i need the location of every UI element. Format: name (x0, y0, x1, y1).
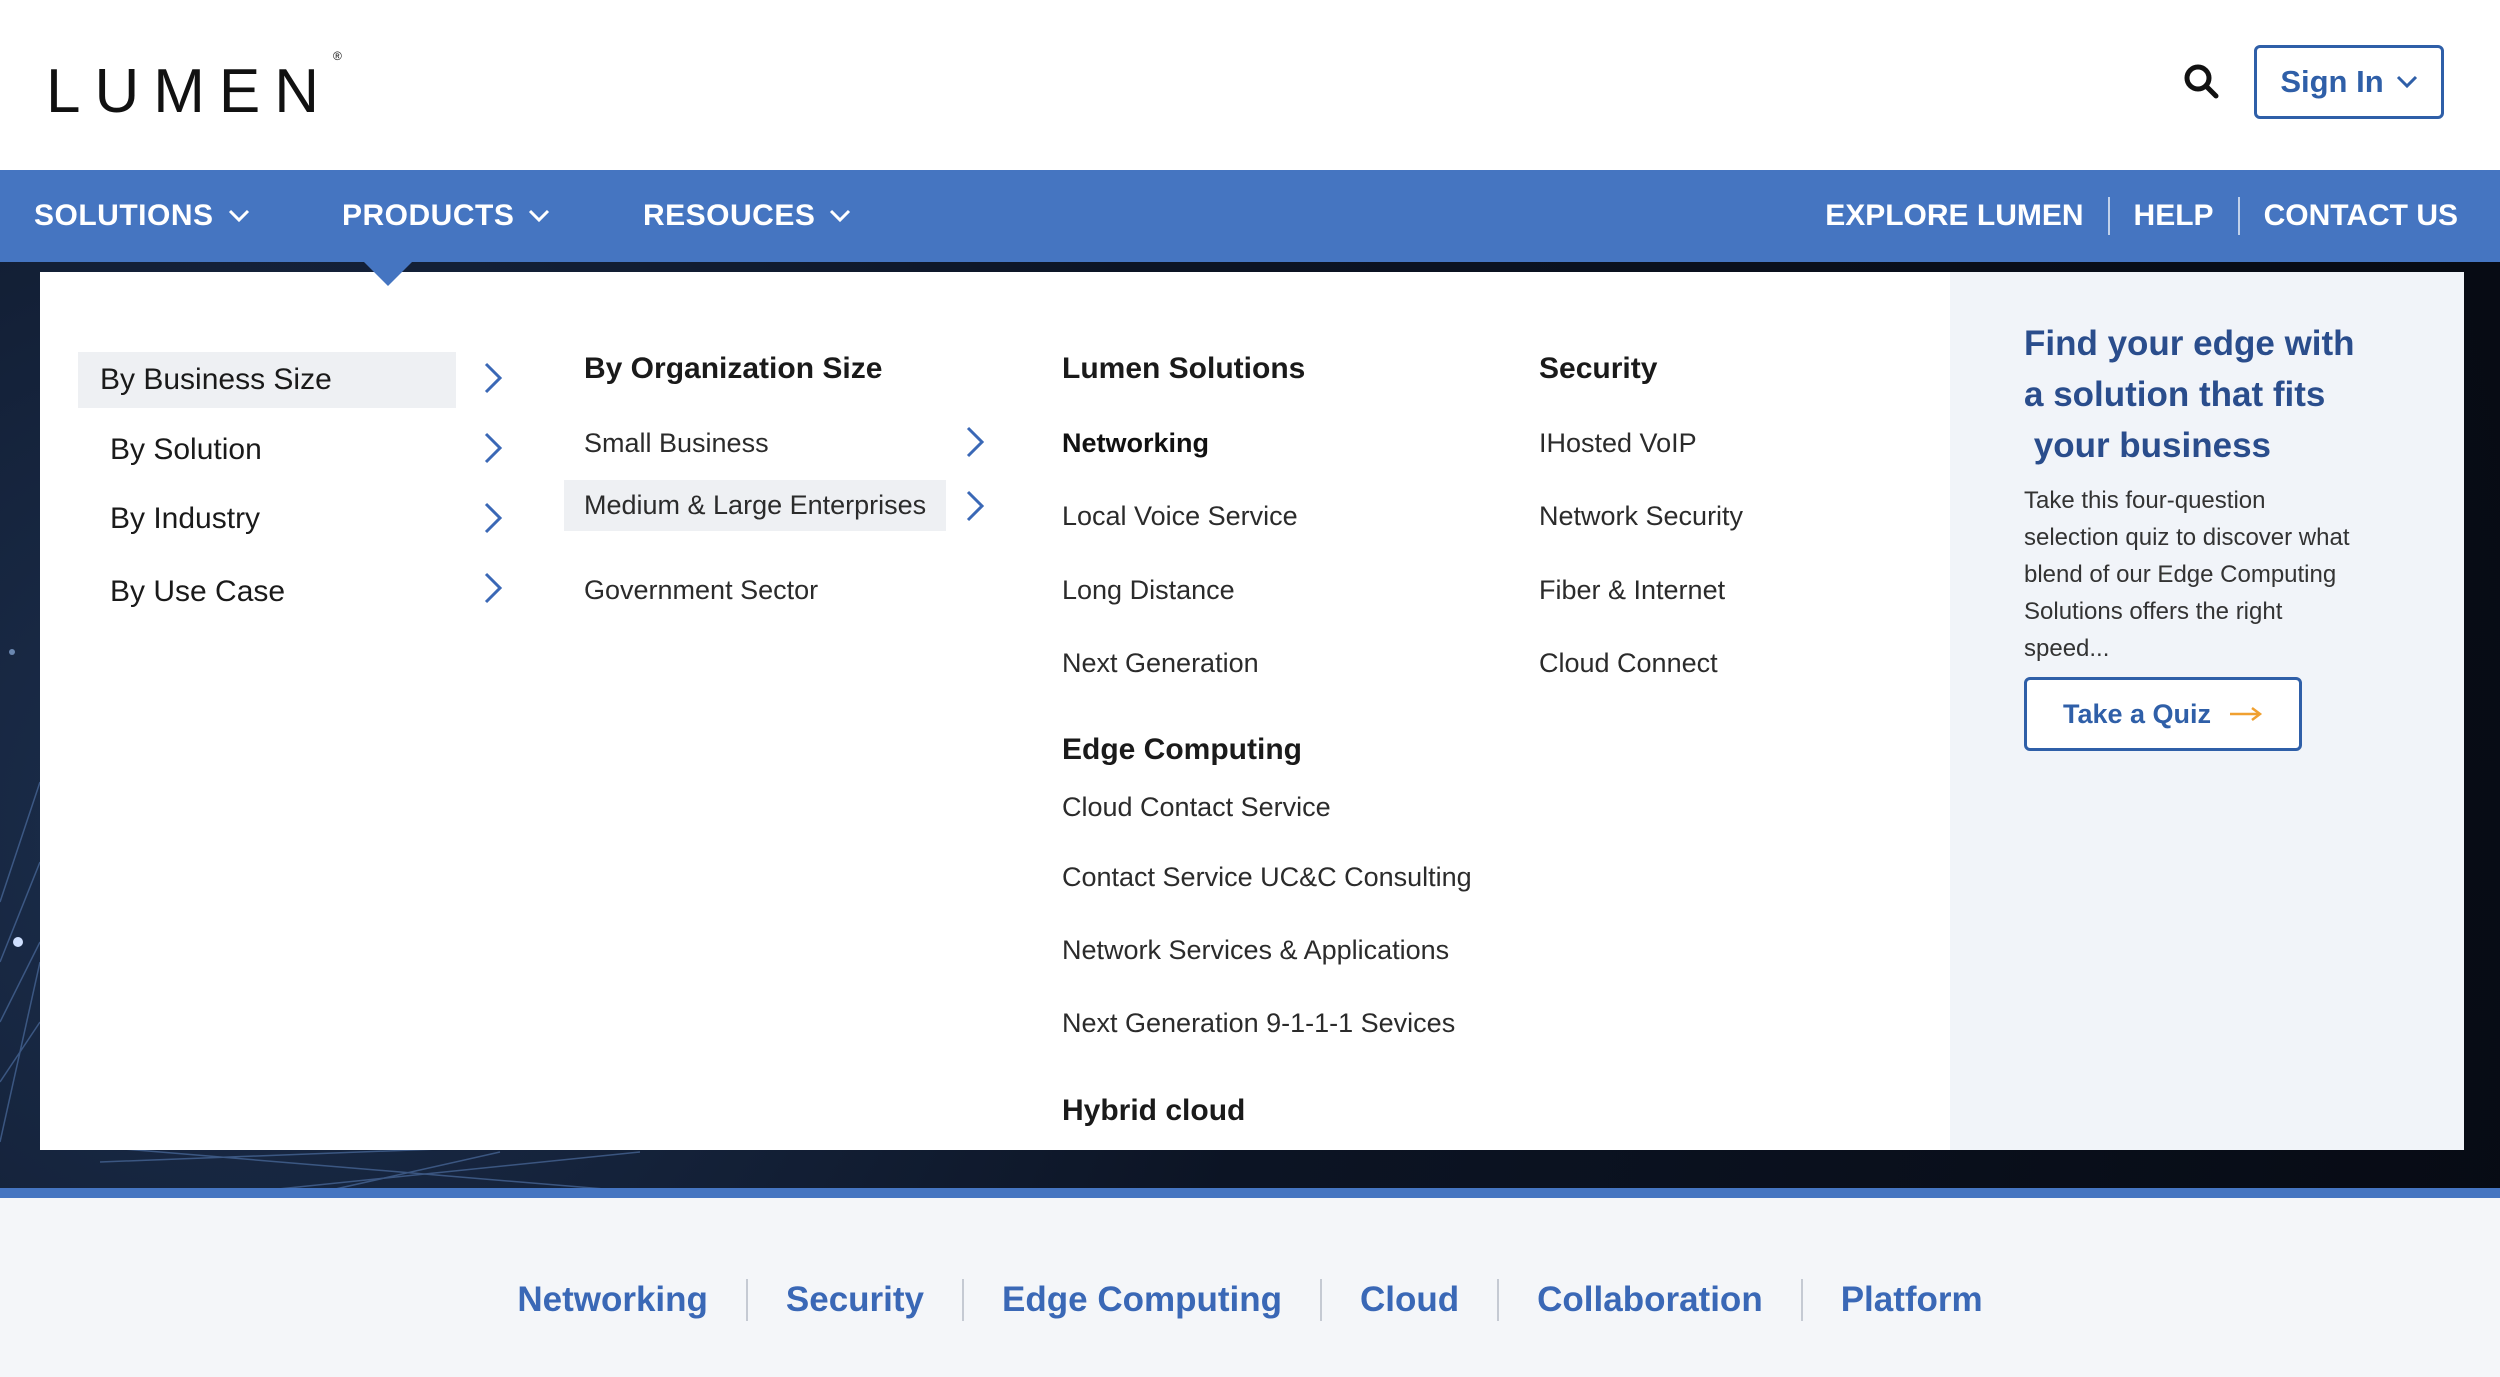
chevron-down-icon (829, 209, 851, 223)
tab-divider (1801, 1279, 1803, 1321)
menu-link-cloud-contact[interactable]: Cloud Contact Service (1062, 792, 1331, 822)
chevron-right-icon[interactable] (478, 570, 506, 606)
menu-link-next-generation[interactable]: Next Generation (1062, 648, 1259, 678)
menu-link-uc-consulting[interactable]: Contact Service UC&C Consulting (1062, 862, 1472, 892)
solution-tabs (0, 1272, 2500, 1328)
chevron-down-icon (2396, 75, 2418, 89)
search-icon (2180, 60, 2224, 104)
nav-resources[interactable] (643, 170, 851, 262)
menu-link-networking[interactable]: Networking (1062, 428, 1210, 458)
chevron-down-icon (228, 209, 250, 223)
menu-category-label: By Solution (110, 433, 262, 466)
tab-divider (1497, 1279, 1499, 1321)
nav-products[interactable] (342, 170, 550, 262)
nav-help[interactable]: HELP (2133, 199, 2214, 232)
tab-collaboration[interactable]: Collaboration (1537, 1280, 1763, 1319)
menu-category-label: By Business Size (100, 363, 332, 396)
tab-security[interactable]: Security (785, 1280, 925, 1319)
menu-category-label: By Use Case (110, 575, 286, 608)
nav-products-label: PRODUCTS (342, 199, 515, 232)
chevron-right-icon[interactable] (478, 500, 506, 536)
nav-solutions[interactable] (34, 170, 250, 262)
menu-category-solution[interactable] (78, 422, 456, 478)
search-button[interactable] (2180, 60, 2224, 104)
sign-in-label: Sign In (2280, 64, 2384, 99)
tab-divider (746, 1279, 748, 1321)
menu-link-government-sector[interactable]: Government Sector (584, 575, 819, 605)
promo-title-line: your business (2024, 426, 2272, 465)
lumen-solutions-heading: Lumen Solutions (1062, 352, 1306, 385)
menu-link-cloud-connect[interactable]: Cloud Connect (1539, 648, 1718, 678)
tab-networking[interactable]: Networking (517, 1280, 708, 1319)
tab-divider (1320, 1279, 1322, 1321)
nav-divider (2108, 197, 2110, 235)
menu-category-label: By Industry (110, 502, 261, 535)
nav-divider (2238, 197, 2240, 235)
nav-explore-lumen[interactable]: EXPLORE LUMEN (1825, 199, 2084, 232)
chevron-down-icon (528, 209, 550, 223)
take-quiz-label: Take a Quiz (2062, 698, 2212, 729)
menu-caret-indicator (364, 262, 412, 286)
edge-computing-heading[interactable]: Edge Computing (1062, 733, 1302, 766)
arrow-right-icon (2229, 706, 2263, 722)
main-nav (0, 170, 2500, 262)
security-heading: Security (1539, 352, 1658, 385)
chevron-right-icon[interactable] (960, 488, 988, 524)
promo-title-line: Find your edge with (2024, 324, 2355, 363)
tab-divider (962, 1279, 964, 1321)
menu-link-network-services[interactable]: Network Services & Applications (1062, 935, 1450, 965)
promo-title-line: a solution that fits (2024, 375, 2326, 414)
site-header (0, 0, 2500, 170)
lumen-logo[interactable] (46, 49, 342, 127)
chevron-right-icon[interactable] (478, 360, 506, 396)
tab-edge-computing[interactable]: Edge Computing (1002, 1280, 1282, 1319)
menu-link-medium-large-enterprises[interactable]: Medium & Large Enterprises (564, 480, 946, 531)
nav-utility-links (1825, 170, 2458, 262)
promo-title (2024, 318, 2444, 471)
tab-platform[interactable]: Platform (1840, 1280, 1983, 1319)
menu-link-local-voice[interactable]: Local Voice Service (1062, 501, 1298, 531)
menu-link-small-business[interactable]: Small Business (584, 428, 769, 458)
org-size-heading: By Organization Size (584, 352, 883, 385)
hybrid-cloud-heading[interactable]: Hybrid cloud (1062, 1094, 1246, 1127)
menu-link-fiber-internet[interactable]: Fiber & Internet (1539, 575, 1726, 605)
chevron-right-icon[interactable] (478, 430, 506, 466)
nav-contact-us[interactable]: CONTACT US (2263, 199, 2458, 232)
menu-category-business-size[interactable] (78, 352, 456, 408)
menu-category-use-case[interactable] (78, 564, 456, 620)
registered-mark: ® (333, 49, 342, 64)
chevron-right-icon[interactable] (960, 424, 988, 460)
nav-solutions-label: SOLUTIONS (34, 199, 214, 232)
menu-category-industry[interactable] (78, 491, 456, 547)
menu-link-hosted-voip[interactable]: IHosted VoIP (1539, 428, 1697, 458)
tab-cloud[interactable]: Cloud (1360, 1280, 1460, 1319)
menu-link-long-distance[interactable]: Long Distance (1062, 575, 1235, 605)
menu-link-911-services[interactable]: Next Generation 9-1-1-1 Sevices (1062, 1008, 1456, 1038)
logo-text: LUMEN (46, 57, 334, 126)
sign-in-button[interactable] (2254, 45, 2444, 119)
nav-resources-label: RESOUCES (643, 199, 816, 232)
menu-link-network-security[interactable]: Network Security (1539, 501, 1744, 531)
take-quiz-button[interactable] (2024, 677, 2302, 751)
promo-description: Take this four-question selection quiz to discover what blend of our Edge Computing Solutions offers the right speed... (2024, 487, 2350, 662)
